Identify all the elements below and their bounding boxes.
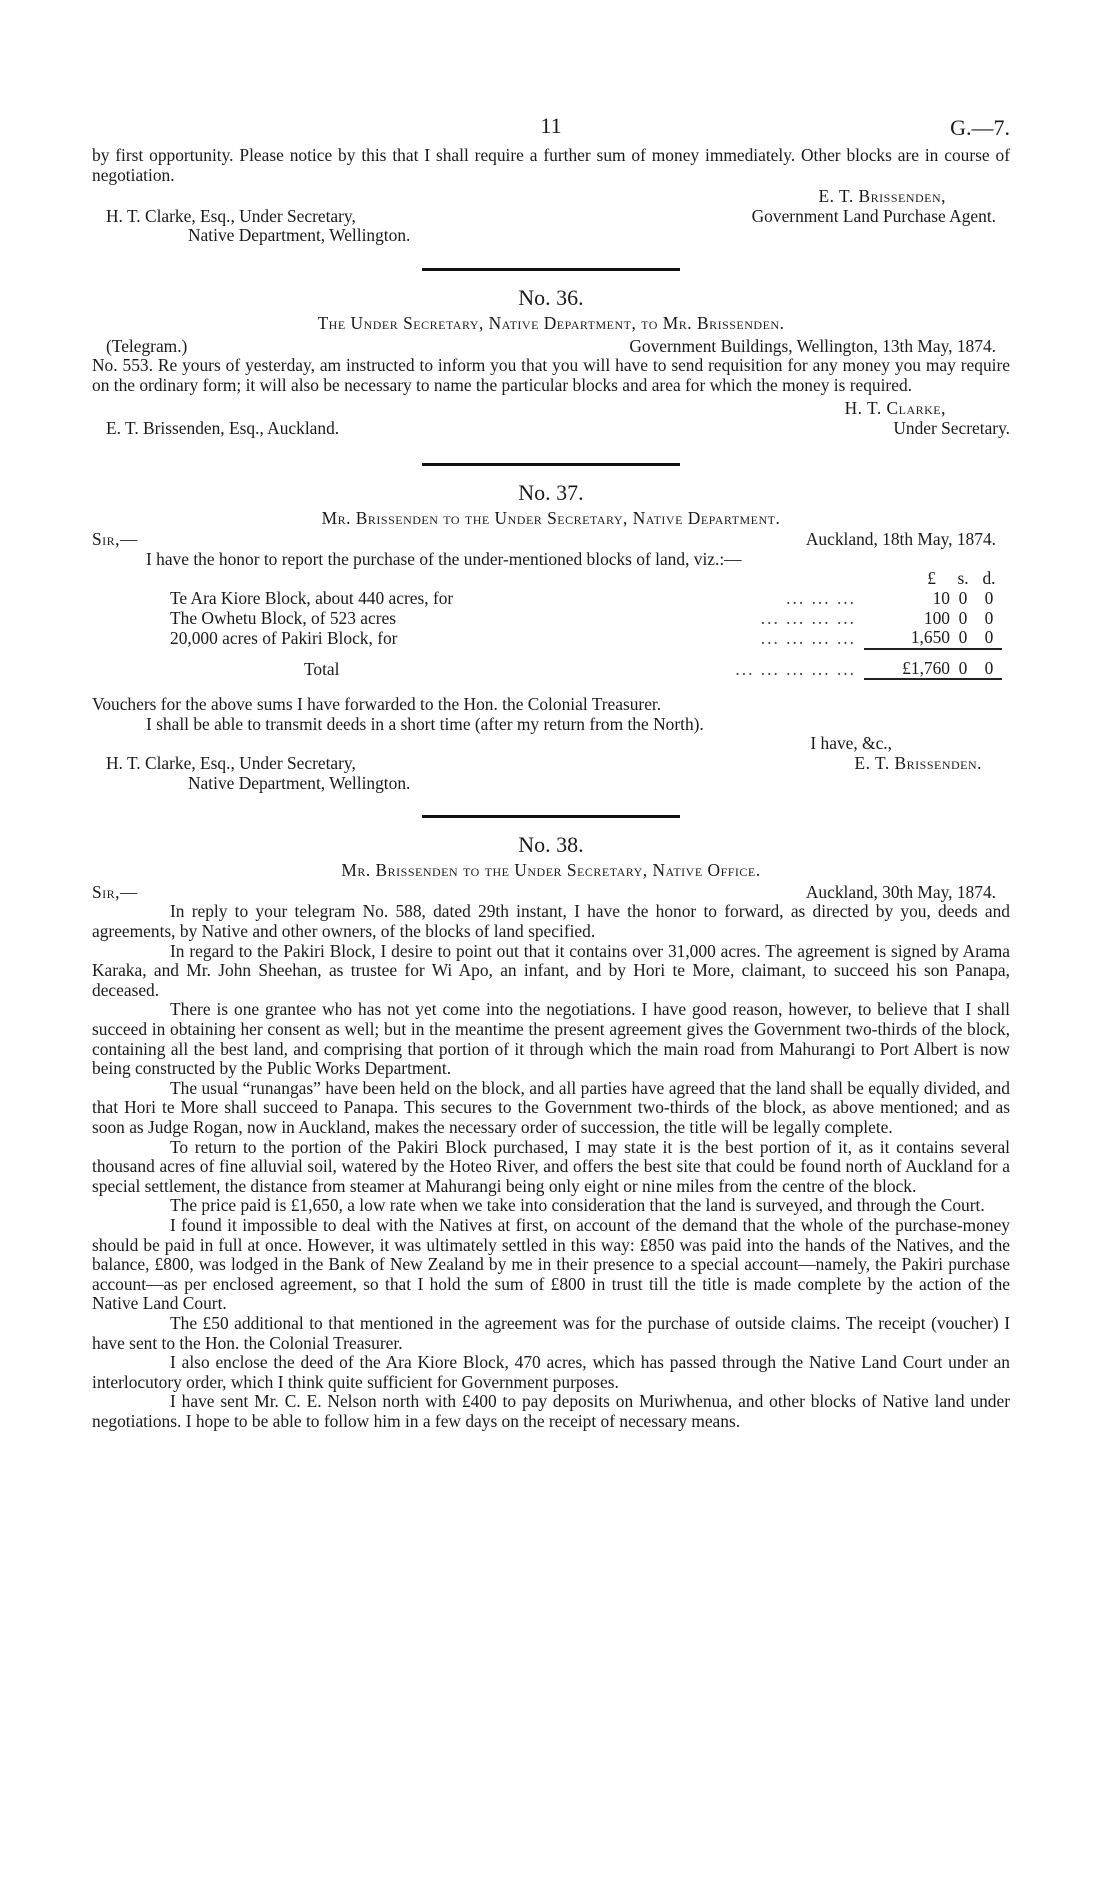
document-heading: Mr. Brissenden to the Under Secretary, Native Department. bbox=[321, 507, 781, 528]
pence-value: 0 bbox=[984, 607, 994, 628]
pence-value: 0 bbox=[984, 627, 994, 648]
total-pence: 0 bbox=[984, 657, 994, 678]
shillings-value: 0 bbox=[958, 587, 968, 608]
spacer-row bbox=[170, 649, 1002, 659]
currency-header-row bbox=[170, 569, 1002, 589]
item-label: Te Ara Kiore Block, about 440 acres, for bbox=[170, 587, 454, 608]
signatory-title: Government Land Purchase Agent. bbox=[751, 205, 996, 226]
pounds-value: 10 bbox=[932, 587, 950, 608]
body-paragraph: There is one grantee who has not yet come into the negotiations. I have good reason, however, to believe that I shall succeed in obtaining her consent as well; but in the meantime the present agreement gives the Government two-thirds of the block, containing all the best land, and comprising that portion of it through which the main road from Mahurangi to Port Albert is now being constructed by the Public Works Department. bbox=[92, 999, 1010, 1079]
continuation-signature-block bbox=[92, 187, 1010, 246]
pence-header: d. bbox=[982, 568, 996, 589]
deeds-paragraph: I shall be able to transmit deeds in a short time (after my return from the North). bbox=[146, 713, 704, 734]
signatory-title: Under Secretary. bbox=[893, 417, 1010, 438]
table-row bbox=[170, 628, 1002, 649]
page-number: 11 bbox=[540, 113, 562, 138]
leader-dots: ... ... ... ... bbox=[760, 628, 856, 649]
dateline: Auckland, 30th May, 1874. bbox=[805, 881, 996, 902]
pounds-value: 100 bbox=[923, 607, 950, 628]
section-divider bbox=[422, 463, 680, 466]
leader-dots: ... ... ... ... bbox=[760, 607, 856, 628]
page-header bbox=[92, 108, 1010, 146]
item-label: 20,000 acres of Pakiri Block, for bbox=[170, 628, 398, 649]
body-paragraph: I have sent Mr. C. E. Nelson north with £400 to pay deposits on Muriwhenua, and other blocks of Native land under negotiations. I hope to be able to follow him in a few days on the receipt of necessary means. bbox=[92, 1391, 1010, 1431]
signature: E. T. Brissenden. bbox=[854, 753, 982, 774]
signature: H. T. Clarke, bbox=[844, 398, 946, 419]
dateline: Auckland, 18th May, 1874. bbox=[805, 529, 996, 550]
addressee-line-2: Native Department, Wellington. bbox=[188, 772, 411, 793]
signature: E. T. Brissenden, bbox=[818, 186, 946, 207]
telegram-label: (Telegram.) bbox=[106, 335, 188, 356]
document-number: No. 36. bbox=[518, 284, 584, 310]
total-label: Total bbox=[304, 658, 340, 679]
leader-dots: ... ... ... ... ... bbox=[735, 658, 856, 679]
pence-value: 0 bbox=[984, 587, 994, 608]
body-paragraph: I also enclose the deed of the Ara Kiore Block, 470 acres, which has passed through the Native Land Court under an interlocutory order, which I think quite sufficient for Government purposes. bbox=[92, 1352, 1010, 1392]
body-paragraph: To return to the portion of the Pakiri Block purchased, I may state it is the best portion of it, as it contains several thousand acres of fine alluvial soil, watered by the Hoteo River, and offers the best site that could be found north of Auckland for a special settlement, the distance from steamer at Mahurangi being only eight or nine miles from the centre of the block. bbox=[92, 1136, 1010, 1196]
body-paragraph: The price paid is £1,650, a low rate when we take into consideration that the land is surveyed, and through the Court. bbox=[170, 1195, 985, 1216]
shillings-header: s. bbox=[957, 568, 969, 589]
document-reference: G.—7. bbox=[950, 115, 1010, 140]
salutation: Sir,— bbox=[92, 881, 138, 902]
document-number: No. 37. bbox=[518, 479, 584, 505]
body-paragraph: In reply to your telegram No. 588, dated 29th instant, I have the honor to forward, as directed by you, deeds and agreements, by Native and other owners, of the blocks of land specified. bbox=[92, 901, 1010, 942]
section-divider bbox=[422, 268, 680, 271]
document-heading: The Under Secretary, Native Department, to Mr. Brissenden. bbox=[317, 312, 785, 333]
item-label: The Owhetu Block, of 523 acres bbox=[170, 607, 397, 628]
addressee-line-2: Native Department, Wellington. bbox=[188, 225, 411, 246]
body-paragraph: I found it impossible to deal with the Natives at first, on account of the demand that the whole of the purchase-money should be paid in full at once. However, it was ultimately settled in this way: £850 was paid into the hands of the Natives, and the balance, £800, was lodged in the Bank of New Zealand by me in their presence to a special account—namely, the Pakiri purchase account—as per enclosed agreement, so that I hold the sum of £800 in trust till the title is made complete by the action of the Native Land Court. bbox=[92, 1214, 1010, 1314]
table-row bbox=[170, 609, 1002, 629]
document-number: No. 38. bbox=[518, 832, 584, 858]
pounds-header: £ bbox=[927, 568, 936, 589]
document-page bbox=[92, 108, 1010, 1431]
continuation-paragraph: by first opportunity. Please notice by this that I shall require a further sum of money immediately. Other blocks are in course of negotiation. bbox=[92, 145, 1010, 185]
total-pounds: £1,760 bbox=[902, 657, 950, 678]
leader-dots: ... ... ... bbox=[786, 587, 856, 608]
addressee-line-1: H. T. Clarke, Esq., Under Secretary, bbox=[106, 205, 356, 226]
purchase-table bbox=[170, 569, 1002, 687]
shillings-value: 0 bbox=[958, 627, 968, 648]
document-heading: Mr. Brissenden to the Under Secretary, Native Office. bbox=[341, 860, 761, 881]
pounds-value: 1,650 bbox=[910, 627, 950, 648]
shillings-value: 0 bbox=[958, 607, 968, 628]
vouchers-paragraph: Vouchers for the above sums I have forwarded to the Hon. the Colonial Treasurer. bbox=[92, 694, 662, 715]
dateline: Government Buildings, Wellington, 13th May, 1874. bbox=[629, 335, 996, 356]
report-intro: I have the honor to report the purchase of the under-mentioned blocks of land, viz.:— bbox=[146, 548, 742, 569]
telegram-body: No. 553. Re yours of yesterday, am instructed to inform you that you will have to send requisition for any money you may require on the ordinary form; it will also be necessary to name the particular blocks and area for which the money is required. bbox=[92, 355, 1010, 395]
table-row bbox=[170, 589, 1002, 609]
total-shillings: 0 bbox=[958, 657, 968, 678]
salutation: Sir,— bbox=[92, 529, 138, 550]
total-row bbox=[170, 659, 1002, 680]
section-divider bbox=[422, 815, 680, 818]
body-paragraph: The usual “runangas” have been held on the block, and all parties have agreed that the land shall be equally divided, and that Hori te More shall succeed to Panapa. This secures to the Government two-thirds of the block, as above mentioned; and as soon as Judge Rogan, now in Auckland, makes the necessary order of succession, the title will be legally complete. bbox=[92, 1077, 1010, 1137]
body-paragraph: In regard to the Pakiri Block, I desire to point out that it contains over 31,000 acres. The agreement is signed by Arama Karaka, and Mr. John Sheehan, as trustee for Wi Apo, an infant, and by Hori te More, claimant, to succeed his son Panapa, deceased. bbox=[92, 940, 1010, 1000]
letter-body bbox=[92, 902, 1010, 1431]
body-paragraph: The £50 additional to that mentioned in the agreement was for the purchase of outside claims. The receipt (voucher) I have sent to the Hon. the Colonial Treasurer. bbox=[92, 1312, 1010, 1353]
closing: I have, &c., bbox=[810, 733, 892, 754]
addressee-line-1: H. T. Clarke, Esq., Under Secretary, bbox=[106, 753, 356, 774]
addressee: E. T. Brissenden, Esq., Auckland. bbox=[106, 417, 340, 438]
